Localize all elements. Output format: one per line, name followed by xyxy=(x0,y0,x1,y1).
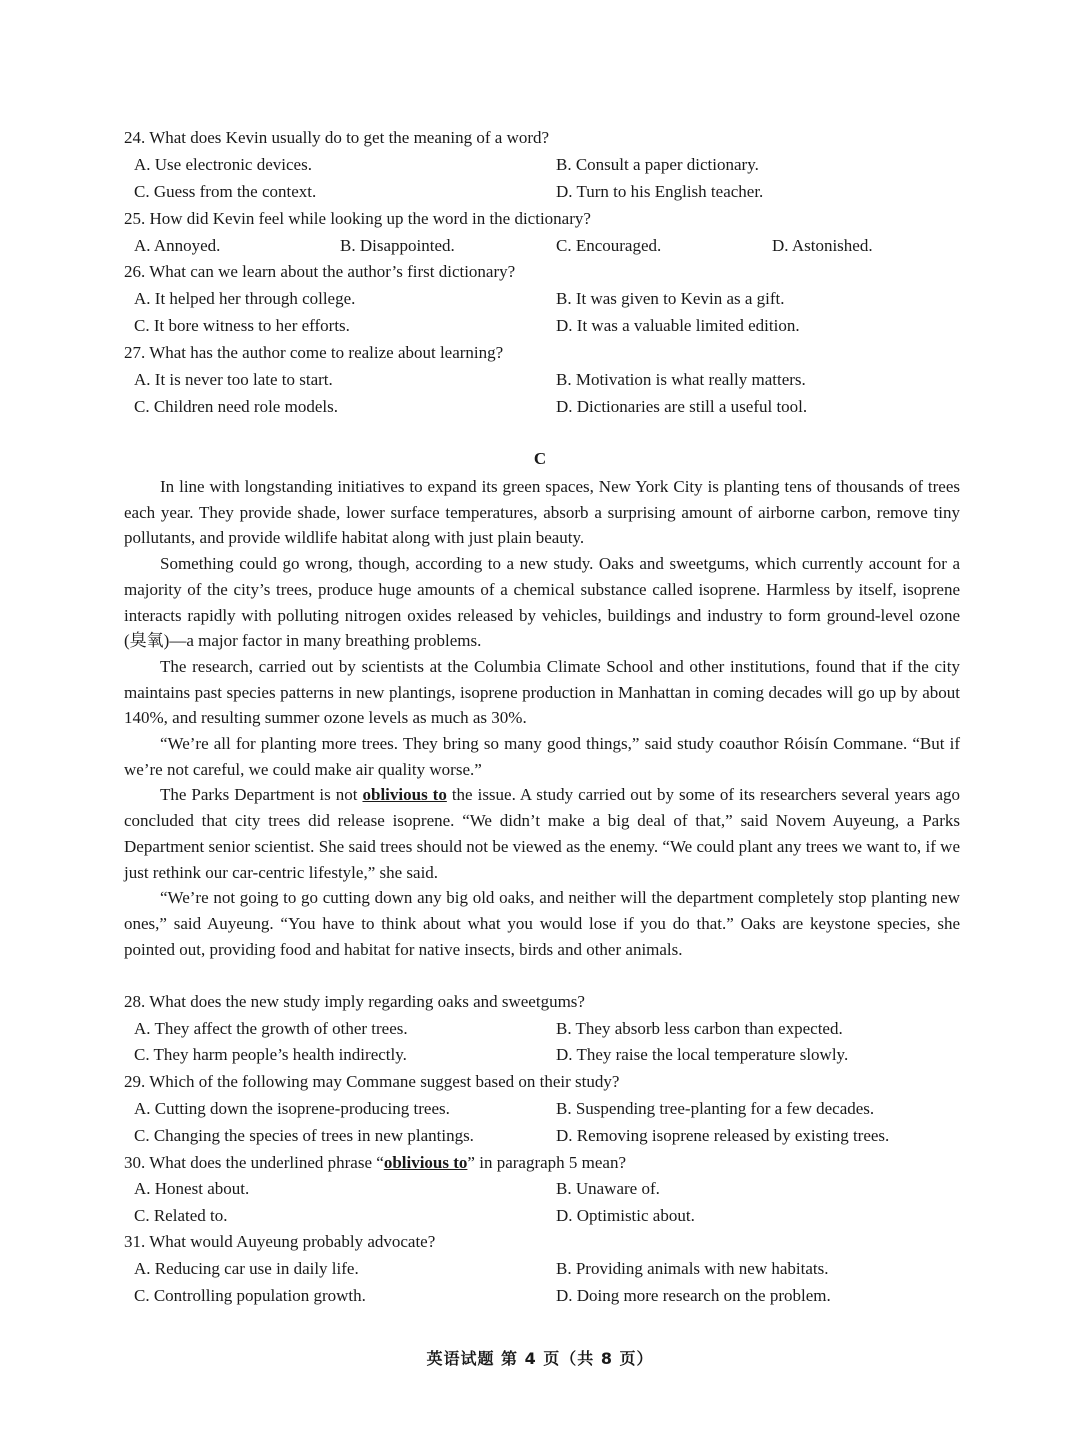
question-28-option-a: A. They affect the growth of other trees. xyxy=(134,1019,408,1038)
question-30-stem-lead: 30. What does the underlined phrase “ xyxy=(124,1153,384,1172)
question-30-stem-rest: ” in paragraph 5 mean? xyxy=(467,1153,627,1172)
question-29-option-a: A. Cutting down the isoprene-producing trees. xyxy=(134,1099,450,1118)
question-25-option-c: C. Encouraged. xyxy=(556,236,662,255)
page-footer: 英语试题 第 4 页（共 8 页） xyxy=(426,1349,654,1368)
question-30-option-a: A. Honest about. xyxy=(134,1179,250,1198)
question-27-stem: 27. What has the author come to realize about learning? xyxy=(124,343,504,362)
question-27-option-c: C. Children need role models. xyxy=(134,397,338,416)
question-31-option-b: B. Providing animals with new habitats. xyxy=(556,1259,829,1278)
question-30-option-d: D. Optimistic about. xyxy=(556,1206,695,1225)
question-26-option-d: D. It was a valuable limited edition. xyxy=(556,316,800,335)
question-24-option-a: A. Use electronic devices. xyxy=(134,155,312,174)
question-25-option-d: D. Astonished. xyxy=(772,236,873,255)
question-26-option-c: C. It bore witness to her efforts. xyxy=(134,316,350,335)
question-24-option-d: D. Turn to his English teacher. xyxy=(556,182,764,201)
question-31-option-a: A. Reducing car use in daily life. xyxy=(134,1259,359,1278)
underlined-phrase: oblivious to xyxy=(362,785,447,805)
question-24-option-c: C. Guess from the context. xyxy=(134,182,317,201)
question-25-stem: 25. How did Kevin feel while looking up the word in the dictionary? xyxy=(124,209,591,228)
section-heading: C xyxy=(533,449,547,468)
question-26-stem: 26. What can we learn about the author’s first dictionary? xyxy=(124,262,516,281)
question-28-stem: 28. What does the new study imply regarding oaks and sweetgums? xyxy=(124,992,585,1011)
question-30-stem xyxy=(124,1151,964,1175)
passage-paragraph-6: “We’re not going to go cutting down any big old oaks, and neither will the department completely stop planting new ones,” said Auyeung. “You have to think about what you would lose if you do that.” Oaks are keystone species, she pointed out, providing food and habitat for native insects, birds and other animals. xyxy=(124,888,960,959)
passage-paragraph-1: In line with longstanding initiatives to expand its green spaces, New York City is planting tens of thousands of trees each year. They provide shade, lower surface temperatures, absorb a surprising amount of airborne carbon, remove tiny pollutants, and provide wildlife habitat along with just plain beauty. xyxy=(124,477,960,548)
question-29-option-b: B. Suspending tree-planting for a few decades. xyxy=(556,1099,875,1118)
question-25-option-b: B. Disappointed. xyxy=(340,236,455,255)
question-31-option-c: C. Controlling population growth. xyxy=(134,1286,366,1305)
question-27-option-a: A. It is never too late to start. xyxy=(134,370,333,389)
passage-paragraph-4: “We’re all for planting more trees. They bring so many good things,” said study coauthor Róisín Commane. “But if we’re not careful, we could make air quality worse.” xyxy=(124,734,960,779)
question-28-option-c: C. They harm people’s health indirectly. xyxy=(134,1045,407,1064)
question-29-option-c: C. Changing the species of trees in new plantings. xyxy=(134,1126,474,1145)
question-26-option-b: B. It was given to Kevin as a gift. xyxy=(556,289,785,308)
reading-passage xyxy=(124,474,960,962)
question-30-underlined-phrase: oblivious to xyxy=(383,1153,468,1172)
question-30-option-c: C. Related to. xyxy=(134,1206,228,1225)
question-26-option-a: A. It helped her through college. xyxy=(134,289,356,308)
question-25-option-a: A. Annoyed. xyxy=(134,236,221,255)
question-28-option-b: B. They absorb less carbon than expected. xyxy=(556,1019,843,1038)
question-27-option-d: D. Dictionaries are still a useful tool. xyxy=(556,397,808,416)
question-28-option-d: D. They raise the local temperature slowly. xyxy=(556,1045,849,1064)
question-29-stem: 29. Which of the following may Commane suggest based on their study? xyxy=(124,1072,620,1091)
paragraph-5-rest: the issue. A study carried out by some of its researchers several years ago concluded that city trees did release isoprene. “We didn’t make a big deal of that,” said Novem Auyeung, a Parks Department senior scientist. She said trees should not be viewed as the enemy. “We could plant any trees we want to, if we just rethink our car-centric lifestyle,” she said. xyxy=(124,785,961,882)
question-24-stem: 24. What does Kevin usually do to get the meaning of a word? xyxy=(124,128,550,147)
question-27-option-b: B. Motivation is what really matters. xyxy=(556,370,806,389)
paragraph-5-lead: The Parks Department is not xyxy=(160,785,363,805)
passage-paragraph-2: Something could go wrong, though, according to a new study. Oaks and sweetgums, which currently account for a majority of the city’s trees, produce huge amounts of a chemical substance called isoprene. Harmless by itself, isoprene interacts rapidly with polluting nitrogen oxides released by vehicles, buildings and industry to form ground-level ozone (臭氧)—a major factor in many breathing problems. xyxy=(124,554,960,651)
passage-paragraph-3: The research, carried out by scientists at the Columbia Climate School and other institutions, found that if the city maintains past species patterns in new plantings, isoprene production in Manhattan in coming decades will go up by about 140%, and resulting summer ozone levels as much as 30%. xyxy=(124,656,960,728)
passage-paragraph-5 xyxy=(124,782,960,885)
question-31-option-d: D. Doing more research on the problem. xyxy=(556,1286,831,1305)
question-29-option-d: D. Removing isoprene released by existing trees. xyxy=(556,1126,890,1145)
question-31-stem: 31. What would Auyeung probably advocate? xyxy=(124,1232,436,1251)
question-30-option-b: B. Unaware of. xyxy=(556,1179,660,1198)
question-24-option-b: B. Consult a paper dictionary. xyxy=(556,155,759,174)
